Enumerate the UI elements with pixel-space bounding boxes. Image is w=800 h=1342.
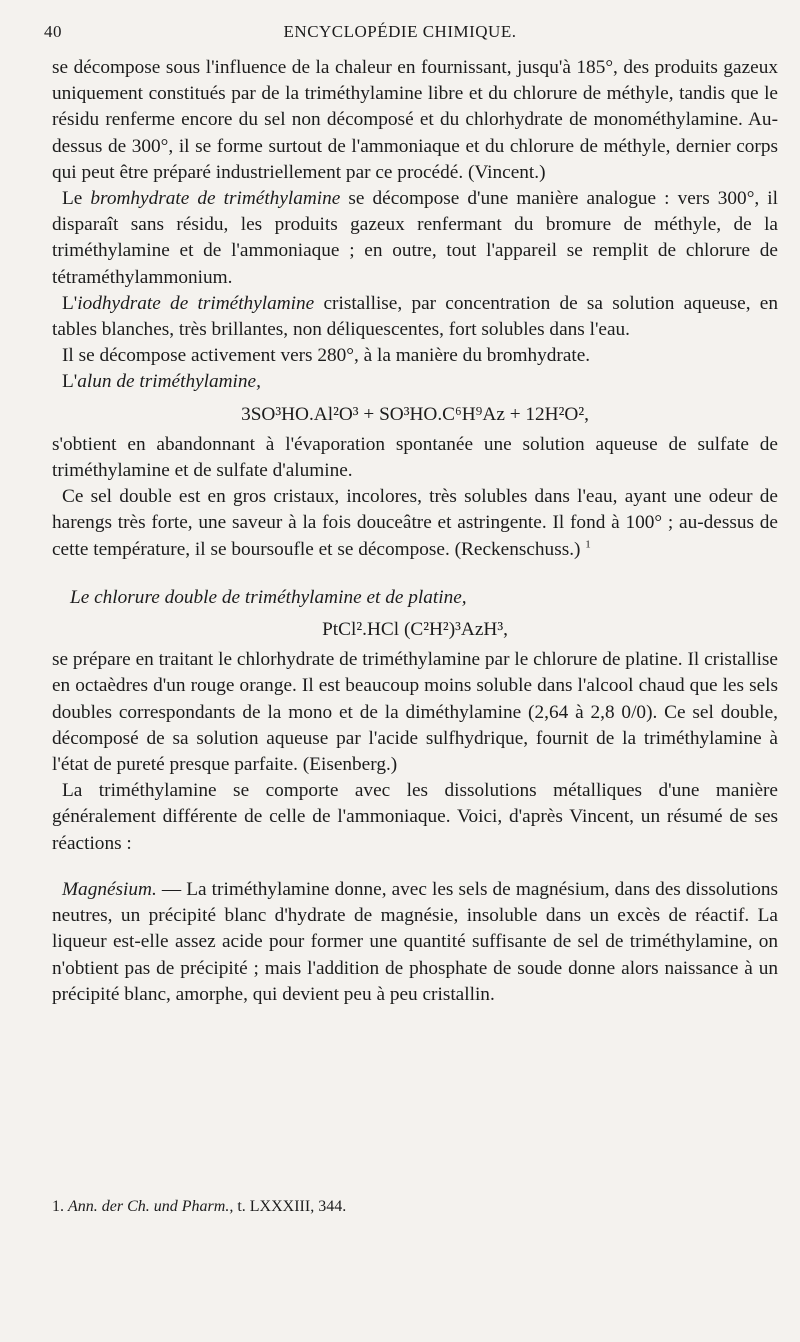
paragraph-magnesium: Magnésium. — La triméthylamine donne, avec les sels de magnésium, dans des dissolutions neutres, un précipité blanc d'hydrate de magnésie, insoluble dans un excès de réactif. La liqueur est-elle assez acide pour former une quantité suffisante de sel de triméthylamine, on n'obtient pas de précipité ; mais l'addition de phosphate de soude donne alors naissance à un précipité blanc, amorphe, qui devient peu à peu cristallin. <box>52 878 778 1005</box>
paragraph-bromhydrate: Le bromhydrate de triméthylamine se décompose d'une manière analogue : vers 300°, il disparaît sans résidu, les produits gazeux renfermant du bromure de méthyle, de la triméthylamine et de l'ammoniaque ; en outre, tout l'appareil se remplit de chlorure de tétraméthylammonium. <box>52 188 779 288</box>
footnote-marker[interactable]: 1 <box>585 538 591 551</box>
term-iodhydrate: iodhydrate de triméthylamine <box>77 292 315 314</box>
term-magnesium: Magnésium. <box>62 878 157 900</box>
paragraph-platine-preparation: se prépare en traitant le chlorhydrate de triméthylamine par le chlorure de platine. Il cristallise en octaèdres d'un rouge orange. Il est beaucoup moins soluble dans l'alcool chaud que les sels doubles correspondants de la mono et de la diméthylamine (2,64 à 2,8 0/0). Ce sel double, décomposé de sa solution aqueuse par l'acide sulfhydrique, fournit de la triméthylamine à l'état de pureté presque parfaite. (Eisenberg.) <box>52 649 778 776</box>
paragraph-alun-preparation: s'obtient en abandonnant à l'évaporation spontanée une solution aqueuse de sulfate de triméthylamine et de sulfate d'alumine. <box>52 433 778 482</box>
spacer <box>52 857 778 877</box>
page-body <box>52 55 778 1008</box>
paragraph-iodhydrate-decomposition: Il se décompose activement vers 280°, à la manière du bromhydrate. <box>62 345 591 367</box>
paragraph-alun-title: L'alun de triméthylamine, <box>62 371 261 393</box>
footnote-source: Ann. der Ch. und Pharm., <box>68 1198 234 1215</box>
term-bromhydrate: bromhydrate de triméthylamine <box>90 188 341 210</box>
term-alun: alun de triméthylamine, <box>77 371 261 393</box>
section-heading-platine: Le chlorure double de triméthylamine et de platine, <box>70 586 467 608</box>
paragraph-alun-properties: Ce sel double est en gros cristaux, incolores, très solubles dans l'eau, ayant une odeur de harengs très forte, une saveur à la fois douceâtre et astringente. Il fond à 100° ; au-dessus de cette température, il se boursoufle et se décompose. (Reckenschuss.) $^1$ <box>52 486 778 560</box>
paragraph-chlorhydrate-decomposition: se décompose sous l'influence de la chaleur en fournissant, jusqu'à 185°, des produits gazeux uniquement constitués par de la triméthylamine libre et du chlorure de méthyle, tandis que le résidu renferme encore du sel non décomposé et du chlorhydrate de monométhylamine. Au-dessus de 300°, il se forme surtout de l'ammoniaque et du chlorure de méthyle, dernier corps qui peut être préparé industriellement par ce procédé. (Vincent.) <box>52 57 778 183</box>
spacer <box>52 563 778 585</box>
formula-alun: 3SO³HO.Al²O³ + SO³HO.C⁶H⁹Az + 12H²O², <box>241 403 589 425</box>
paragraph-iodhydrate: L'iodhydrate de triméthylamine cristallise, par concentration de sa solution aqueuse, en tables blanches, très brillantes, non déliquescentes, fort solubles dans l'eau. <box>52 292 778 341</box>
page-number: 40 <box>44 22 62 41</box>
footnote-number: 1. <box>52 1198 64 1215</box>
formula-platine: PtCl².HCl (C²H²)³AzH³, <box>322 619 508 641</box>
running-title: ENCYCLOPÉDIE CHIMIQUE. <box>283 22 517 41</box>
page-header <box>44 22 756 46</box>
footnote <box>52 1196 772 1218</box>
paragraph-metal-reactions: La triméthylamine se comporte avec les dissolutions métalliques d'une manière généralement différente de celle de l'ammoniaque. Voici, d'après Vincent, un résumé de ses réactions : <box>52 780 778 854</box>
footnote-reference: t. LXXXIII, 344. <box>233 1198 347 1215</box>
